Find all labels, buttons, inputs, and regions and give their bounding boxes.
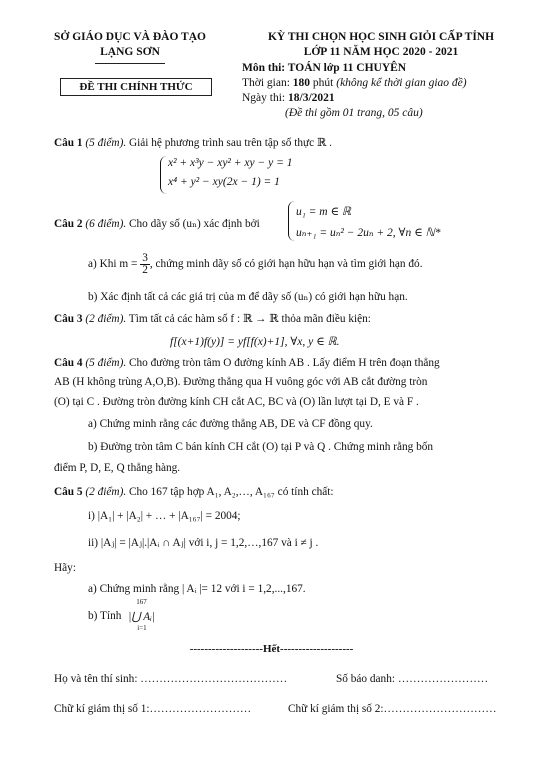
- official-exam-box: ĐỀ THI CHÍNH THỨC: [60, 78, 212, 96]
- department-header: [40, 30, 220, 60]
- q1-points: (5 điểm).: [85, 137, 127, 149]
- candidate-number-field: Số báo danh: ……………………: [336, 673, 489, 685]
- q5b-union-expression: [128, 598, 155, 632]
- time-line: [242, 76, 467, 91]
- q5-instruction: Hãy:: [54, 562, 76, 574]
- q3-label: Câu 3: [54, 313, 83, 325]
- question-4: [54, 357, 440, 369]
- time-value: 180: [292, 77, 311, 89]
- q3-points: (2 điểm).: [85, 313, 127, 325]
- q2-part-b: b) Xác định tất cả các giá trị của m để dãy số (uₙ) có giới hạn hữu hạn.: [88, 291, 408, 303]
- exam-title-line-2: LỚP 11 NĂM HỌC 2020 - 2021: [303, 46, 459, 58]
- q2-points: (6 điểm).: [85, 218, 127, 230]
- pages-note: (Đề thi gồm 01 trang, 05 câu): [285, 107, 423, 119]
- q2-label: Câu 2: [54, 218, 83, 230]
- q5b-lower-bound: i=1: [137, 624, 147, 632]
- q5b-prefix: b) Tính: [88, 610, 122, 623]
- q5-property-i: i) |A₁| + |A₂| + … + |A₁₆₇| = 2004;: [88, 510, 241, 522]
- q4-part-a: a) Chứng minh rằng các đường thẳng AB, DE và CF đồng quy.: [88, 418, 373, 430]
- time-note: (không kể thời gian giao đề): [336, 77, 467, 89]
- exam-header: [236, 30, 526, 60]
- department-line-2: LẠNG SƠN: [100, 46, 160, 58]
- q2a-denominator: 2: [142, 264, 148, 276]
- question-1: [54, 136, 332, 149]
- q4-line-2: AB (H không trùng A,O,B). Đường thẳng qua H vuông góc với AB cắt đường tròn: [54, 376, 428, 388]
- q2a-prefix: a) Khi m =: [88, 258, 141, 271]
- q3-equation: f[(x+1)f(y)] = yf[f(x)+1], ∀x, y ∈ ℝ.: [170, 336, 340, 348]
- time-suffix: phút: [310, 77, 337, 89]
- q1-system-brace: [160, 156, 167, 194]
- q5-label: Câu 5: [54, 486, 83, 498]
- q2-sequence-line-1: u₁ = m ∈ ℝ: [296, 206, 351, 218]
- exam-title-line-1: KỲ THI CHỌN HỌC SINH GIỎI CẤP TỈNH: [267, 31, 495, 43]
- q1-text: Giải hệ phương trình sau trên tập số thực ℝ .: [126, 137, 332, 149]
- date-prefix: Ngày thi:: [242, 92, 288, 104]
- time-prefix: Thời gian:: [242, 77, 293, 89]
- end-mark: --------------------Hết--------------------: [189, 643, 354, 655]
- q2-sequence-line-2: uₙ₊₁ = uₙ² − 2uₙ + 2, ∀n ∈ ℕ*: [296, 227, 441, 239]
- q5-points: (2 điểm).: [85, 486, 127, 498]
- q4-part-b-line-2: điểm P, D, E, Q thẳng hàng.: [54, 462, 181, 474]
- date-line: [242, 91, 335, 106]
- question-3: [54, 312, 371, 325]
- q2a-numerator: 3: [142, 252, 148, 264]
- q4-line-1: Cho đường tròn tâm O đường kính AB . Lấy điểm H trên đoạn thẳng: [126, 357, 440, 369]
- q1-label: Câu 1: [54, 137, 83, 149]
- q2a-text: , chứng minh dãy số có giới hạn hữu hạn và tìm giới hạn đó.: [149, 258, 423, 271]
- question-2: [54, 217, 260, 230]
- q2-part-a: [88, 253, 423, 276]
- proctor-1-signature-field: Chữ kí giám thị số 1:………………………: [54, 703, 252, 715]
- q1-equation-1: x² + x³y − xy² + xy − y = 1: [168, 157, 293, 169]
- q2-text: Cho dãy số (uₙ) xác định bởi: [126, 218, 260, 230]
- date-value: 18/3/2021: [288, 92, 335, 104]
- q4-part-b-line-1: b) Đường tròn tâm C bán kính CH cắt (O) tại P và Q . Chứng minh rằng bốn: [88, 441, 434, 453]
- q2a-fraction: [140, 253, 150, 276]
- q4-line-3: (O) tại C . Đường tròn đường kính CH cắt AC, BC và (O) lần lượt tại D, E và F .: [54, 396, 419, 408]
- q1-equation-2: x⁴ + y² − xy(2x − 1) = 1: [168, 176, 280, 188]
- candidate-name-field: Họ và tên thí sinh: …………………………………: [54, 673, 288, 685]
- q5-property-ii: ii) |Aⱼ| = |Aⱼ|.|Aᵢ ∩ Aⱼ| với i, j = 1,2,…,167 và i ≠ j .: [88, 537, 319, 549]
- q4-label: Câu 4: [54, 357, 83, 369]
- q5-part-b: [88, 598, 155, 632]
- header-rule: [95, 63, 165, 64]
- q5b-upper-bound: 167: [136, 598, 147, 606]
- q3-text: Tìm tất cả các hàm số f : ℝ → ℝ thỏa mãn điều kiện:: [126, 313, 371, 325]
- question-5: [54, 486, 334, 498]
- q5b-expression: |⋃ Aᵢ|: [128, 611, 155, 623]
- q5-text: Cho 167 tập hợp A₁, A₂,…, A₁₆₇ có tính chất:: [126, 486, 334, 498]
- proctor-2-signature-field: Chữ kí giám thị số 2:…………………………: [288, 703, 497, 715]
- q5-part-a: a) Chứng minh rằng | Aᵢ |= 12 với i = 1,2,...,167.: [88, 583, 306, 595]
- q4-points: (5 điểm).: [85, 357, 127, 369]
- q2-sequence-brace: [288, 201, 295, 241]
- department-line-1: SỞ GIÁO DỤC VÀ ĐÀO TẠO: [54, 31, 206, 43]
- subject-line: Môn thi: TOÁN lớp 11 CHUYÊN: [242, 62, 407, 74]
